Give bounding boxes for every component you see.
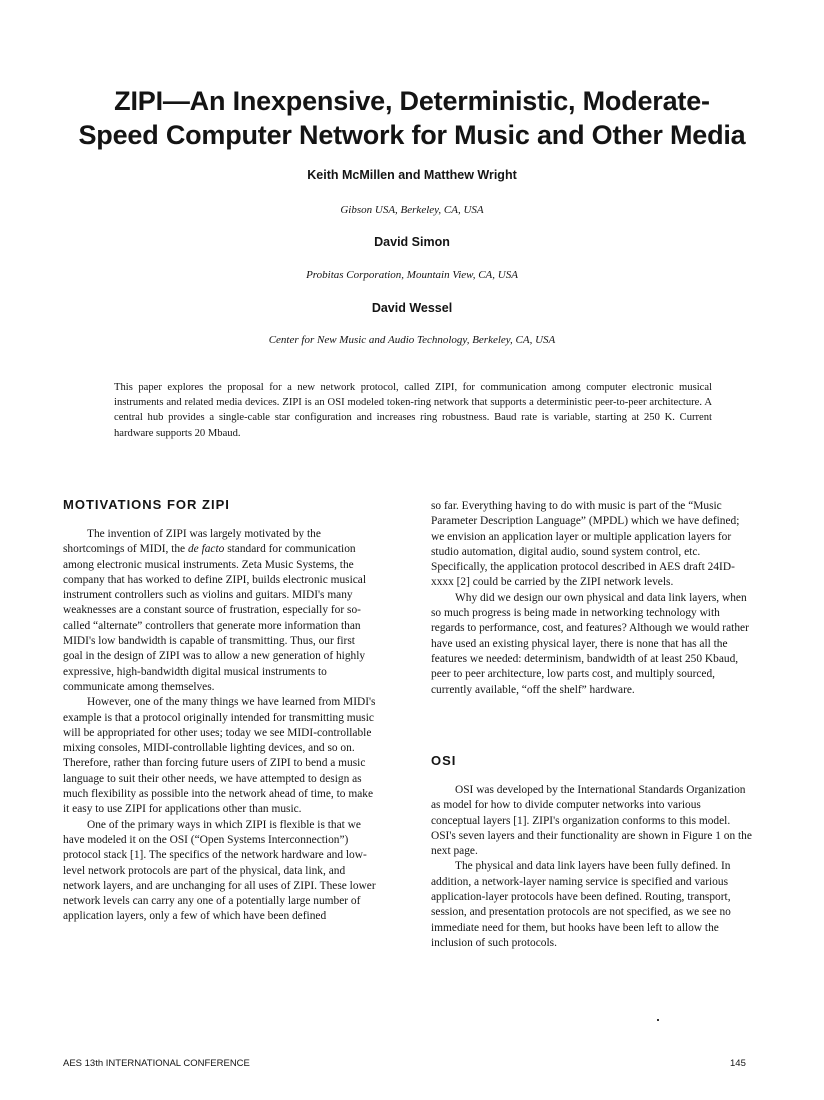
author-affiliation-2: Probitas Corporation, Mountain View, CA, USA — [306, 269, 518, 281]
paragraph: One of the primary ways in which ZIPI is flexible is that we have modeled it on the OSI (“Open Systems Interconnection”) protocol stack [1]. The specifics of the network hardware and low-level network protocols are part of the physical, data link, and network layers, and are unchanging for all uses of ZIPI. These lower network levels can carry any one of a potentially large number of application layers, only a few of which have been defined — [63, 818, 376, 923]
italic-term: de facto — [187, 543, 225, 556]
paper-title — [30, 84, 794, 152]
footer-conference: AES 13th INTERNATIONAL CONFERENCE — [63, 1058, 250, 1069]
paragraph: Why did we design our own physical and data link layers, when so much progress is being made in networking technology with regards to performance, cost, and features? Although we would rather have used an existing physical layer, there is none that has all the features we needed: determinism, bandwidth of at least 250 Kbaud, peer to peer architecture, low parts cost, and multiply sourced, currently available, “off the shelf” hardware. — [431, 591, 749, 696]
right-column-osi — [431, 783, 753, 951]
paragraph: OSI was developed by the International Standards Organization as model for how to divide computer networks into various conceptual layers [1]. ZIPI's organization conforms to this model. OSI's seven layers and their functionality are shown in Figure 1 on the next page. — [431, 784, 752, 858]
section-heading-osi: OSI — [431, 753, 457, 768]
page-number: 145 — [730, 1058, 746, 1069]
author-affiliation-1: Gibson USA, Berkeley, CA, USA — [340, 204, 484, 216]
left-column — [63, 527, 377, 925]
section-heading-motivations: MOTIVATIONS FOR ZIPI — [63, 497, 230, 512]
author-names-3: David Wessel — [371, 301, 453, 315]
author-names-1: Keith McMillen and Matthew Wright — [307, 168, 517, 182]
paragraph: so far. Everything having to do with music is part of the “Music Parameter Description Language” (MPDL) which we have defined; we envision an application layer or multiple application layers for studio automation, digital audio, sound system control, etc. Specifically, the application protocol described in AES draft 24ID-xxxx [2] could be carried by the ZIPI network levels. — [431, 500, 740, 589]
title-line-1: ZIPI—An Inexpensive, Deterministic, Moderate- — [114, 86, 710, 116]
right-column-top — [431, 499, 753, 698]
paragraph: The physical and data link layers have been fully defined. In addition, a network-layer naming service is specified and various application-layer protocols have been defined. Routing, transport, session, and presentation protocols are not specified, as we see no immediate need for them, but hooks have been left to allow the inclusion of such protocols. — [431, 860, 731, 949]
title-line-2: Speed Computer Network for Music and Other Media — [78, 120, 746, 150]
author-names-2: David Simon — [374, 235, 450, 249]
paragraph: The invention of ZIPI was largely motivated by the shortcomings of MIDI, the de facto standard for communication among electronic musical instruments. Zeta Music Systems, the company that has worked to define ZIPI, builds electronic musical instrument controllers such as violins and guitars. MIDI's many weaknesses are a constant source of frustration, especially for so-called “alternate” controllers that generate more information than MIDI's low bandwidth is capable of transmitting. Thus, our first goal in the design of ZIPI was to allow a new generation of highly expressive, high-bandwidth digital musical instruments to communicate among themselves. — [63, 528, 367, 693]
stray-mark — [657, 1019, 659, 1021]
paragraph: However, one of the many things we have learned from MIDI's example is that a protocol originally intended for transmitting music will be appropriated for other uses; today we see MIDI-controllable mixing consoles, MIDI-controllable lighting devices, and so on. Therefore, rather than forcing future users of ZIPI to bend a music language to suit their other needs, we have attempted to design as much flexibility as possible into the network ahead of time, to make it easy to use ZIPI for applications other than music. — [63, 696, 376, 816]
author-affiliation-3: Center for New Music and Audio Technology, Berkeley, CA, USA — [268, 334, 556, 346]
abstract: This paper explores the proposal for a new network protocol, called ZIPI, for communication among computer electronic musical instruments and related media devices. ZIPI is an OSI modeled token-ring network that supports a deterministic peer-to-peer architecture. A central hub provides a single-cable star configuration and increases ring robustness. Baud rate is variable, starting at 250 K. Current hardware supports 20 Mbaud. — [114, 382, 712, 439]
